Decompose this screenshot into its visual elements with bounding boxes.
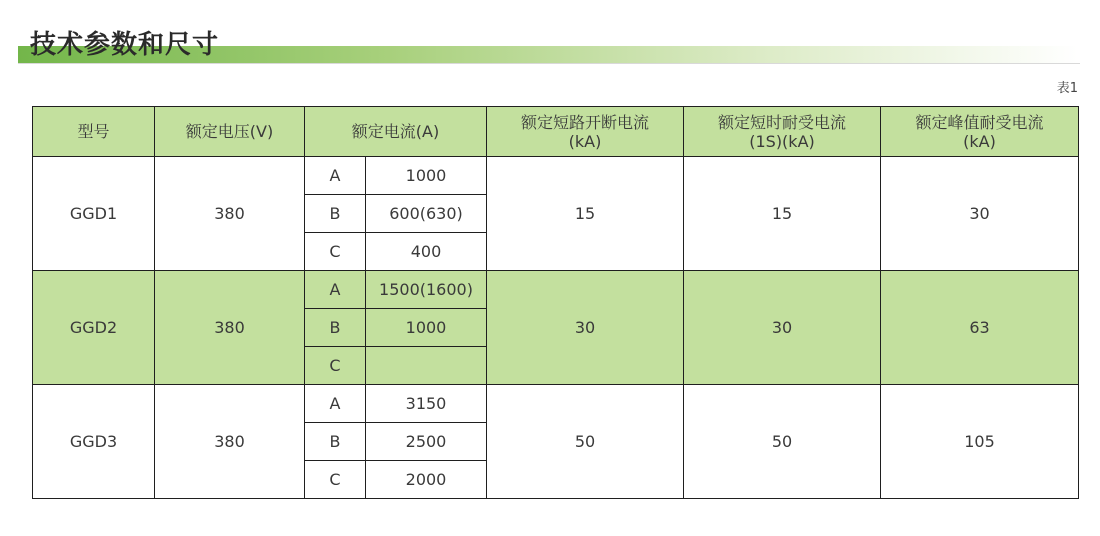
cell-current: 400	[366, 233, 487, 271]
table-row	[33, 157, 1079, 195]
cell-voltage: 380	[155, 157, 305, 271]
header-short-time	[684, 107, 881, 157]
table-row	[33, 271, 1079, 309]
header-peak-label: 额定峰值耐受电流	[915, 112, 1044, 132]
cell-peak: 30	[881, 157, 1079, 271]
cell-voltage: 380	[155, 385, 305, 499]
cell-grade: A	[305, 157, 366, 195]
cell-current: 3150	[366, 385, 487, 423]
cell-current	[366, 347, 487, 385]
section-header	[0, 0, 1100, 66]
cell-breaking: 30	[487, 271, 684, 385]
cell-breaking: 50	[487, 385, 684, 499]
header-breaking-unit: (kA)	[568, 131, 602, 151]
cell-current: 600(630)	[366, 195, 487, 233]
header-model: 型号	[33, 107, 155, 157]
cell-current: 2000	[366, 461, 487, 499]
cell-grade: C	[305, 461, 366, 499]
title-divider	[18, 63, 1080, 64]
table-row	[33, 385, 1079, 423]
header-breaking-label: 额定短路开断电流	[520, 112, 649, 132]
cell-short-time: 30	[684, 271, 881, 385]
cell-voltage: 380	[155, 271, 305, 385]
header-short-time-label: 额定短时耐受电流	[717, 112, 846, 132]
table-header-row	[33, 107, 1079, 157]
header-peak-unit: (kA)	[963, 131, 996, 151]
cell-model: GGD3	[33, 385, 155, 499]
cell-model: GGD1	[33, 157, 155, 271]
cell-grade: B	[305, 195, 366, 233]
cell-grade: A	[305, 385, 366, 423]
cell-current: 2500	[366, 423, 487, 461]
cell-grade: B	[305, 309, 366, 347]
cell-current: 1000	[366, 309, 487, 347]
page-title: 技术参数和尺寸	[30, 30, 220, 60]
cell-breaking: 15	[487, 157, 684, 271]
cell-grade: A	[305, 271, 366, 309]
header-voltage: 额定电压(V)	[155, 107, 305, 157]
cell-peak: 105	[881, 385, 1079, 499]
cell-model: GGD2	[33, 271, 155, 385]
header-breaking	[487, 107, 684, 157]
cell-current: 1000	[366, 157, 487, 195]
header-peak	[881, 107, 1079, 157]
header-current: 额定电流(A)	[305, 107, 487, 157]
table-label: 表1	[1056, 81, 1078, 96]
cell-grade: C	[305, 233, 366, 271]
header-short-time-unit: (1S)(kA)	[749, 131, 815, 151]
cell-short-time: 50	[684, 385, 881, 499]
cell-grade: B	[305, 423, 366, 461]
cell-current: 1500(1600)	[366, 271, 487, 309]
cell-short-time: 15	[684, 157, 881, 271]
spec-table	[32, 106, 1079, 499]
cell-grade: C	[305, 347, 366, 385]
cell-peak: 63	[881, 271, 1079, 385]
